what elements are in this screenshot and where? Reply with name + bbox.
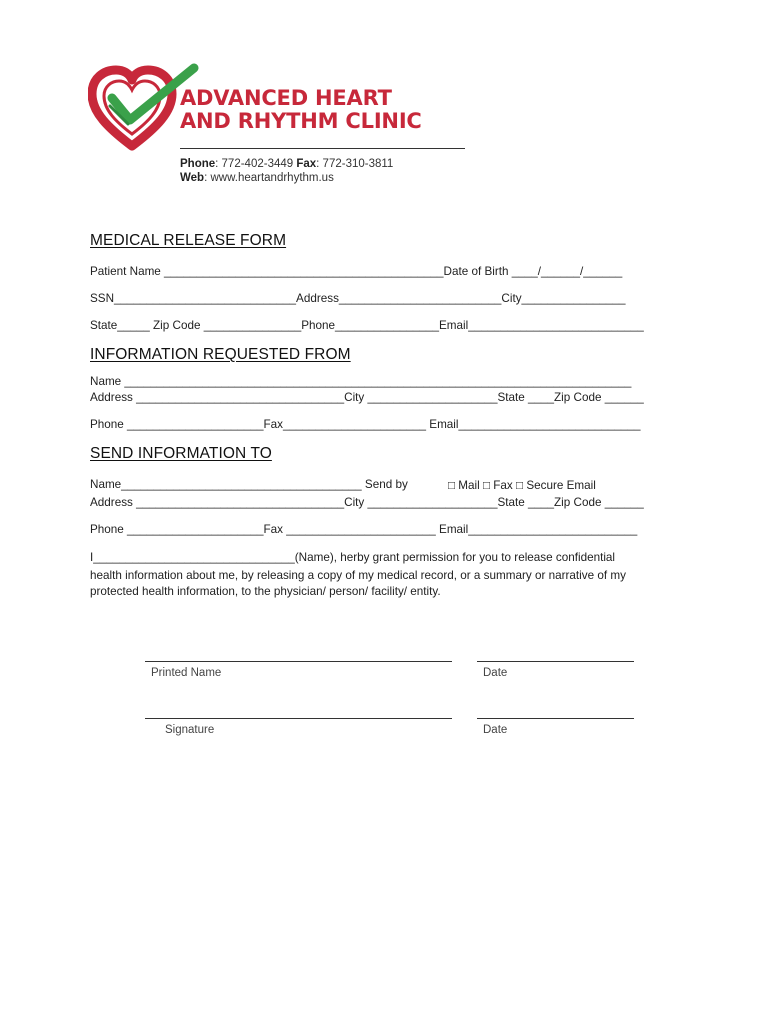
clinic-name-line2: AND RHYTHM CLINIC — [180, 109, 422, 133]
requested-from-name-line[interactable]: Name ______________________________________________________________________________ — [90, 375, 632, 388]
send-to-phone-line[interactable]: Phone _____________________Fax _______________________ Email__________________________ — [90, 523, 638, 536]
phone-label: Phone — [180, 158, 216, 170]
signature-label: Signature — [165, 724, 215, 736]
send-to-name-line[interactable]: Name_____________________________________ Send by — [90, 478, 408, 491]
state-zip-phone-email-line[interactable]: State_____ Zip Code _______________Phone________________Email___________________________ — [90, 319, 644, 332]
signature-field[interactable] — [145, 718, 452, 719]
date-label-2: Date — [483, 724, 508, 736]
patient-name-dob-line[interactable]: Patient Name ___________________________________________Date of Birth ____/______/______ — [90, 265, 623, 278]
date-field-2[interactable] — [477, 718, 634, 719]
send-to-title: SEND INFORMATION TO — [90, 445, 272, 462]
web-label: Web — [180, 172, 205, 184]
consent-line-3: protected health information, to the physician/ person/ facility/ entity. — [90, 585, 441, 598]
web-value: : www.heartandrhythm.us — [204, 172, 334, 184]
form-title: MEDICAL RELEASE FORM — [90, 232, 287, 249]
ssn-address-city-line[interactable]: SSN____________________________Address_________________________City________________ — [90, 292, 626, 305]
phone-value: : 772-402-3449 — [215, 158, 297, 170]
requested-from-title: INFORMATION REQUESTED FROM — [90, 346, 351, 363]
printed-name-label: Printed Name — [151, 667, 222, 679]
date-label-1: Date — [483, 667, 508, 679]
send-by-options[interactable]: □ Mail □ Fax □ Secure Email — [448, 479, 596, 492]
consent-line-1[interactable]: I_______________________________(Name), herby grant permission for you to release confidential — [90, 551, 616, 564]
contact-phone-fax — [180, 158, 393, 170]
fax-value: : 772-310-3811 — [316, 158, 394, 170]
requested-from-address-line[interactable]: Address ________________________________City ____________________State ____Zip Code ______ — [90, 391, 644, 404]
send-to-address-line[interactable]: Address ________________________________City ____________________State ____Zip Code ______ — [90, 496, 644, 509]
header-divider — [180, 148, 465, 149]
date-field-1[interactable] — [477, 661, 634, 662]
printed-name-field[interactable] — [145, 661, 452, 662]
contact-web — [180, 172, 334, 184]
fax-label: Fax — [296, 158, 317, 170]
requested-from-phone-line[interactable]: Phone _____________________Fax______________________ Email____________________________ — [90, 418, 641, 431]
clinic-name-line1: ADVANCED HEART — [180, 86, 392, 110]
consent-line-2: health information about me, by releasing a copy of my medical record, or a summary or narrative of my — [90, 569, 626, 582]
